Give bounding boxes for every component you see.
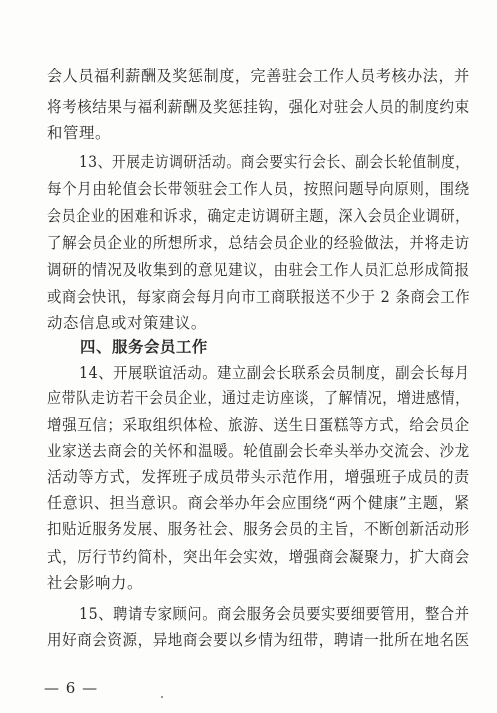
- scan-speck: [161, 696, 163, 698]
- body-text-line: 15、聘请专家顾问。商会服务会员要实要细要管用，整合并: [79, 605, 470, 623]
- page-number: — 6 —: [44, 679, 99, 697]
- body-text-line: 会人员福利薪酬及奖惩制度，完善驻会工作人员考核办法，并: [47, 67, 470, 85]
- body-text-line: 任意识、担当意识。商会举办年会应围绕“两个健康”主题，紧: [47, 494, 470, 512]
- body-text-line: 扣贴近服务发展、服务社会、服务会员的主旨，不断创新活动形: [47, 520, 470, 538]
- body-text-line: 或商会快讯，每家商会每月向市工商联报送不少于 2 条商会工作: [47, 288, 471, 306]
- body-text-line: 应带队走访若干会员企业，通过走访座谈，了解情况，增进感情，: [47, 389, 470, 407]
- body-text-line: 式，厉行节约简朴，突出年会实效，增强商会凝聚力，扩大商会: [47, 548, 470, 566]
- body-text-line: 14、开展联谊活动。建立副会长联系会员制度，副会长每月: [79, 364, 470, 382]
- body-text-line: 动态信息或对策建议。: [47, 314, 207, 332]
- body-text-line: 了解会员企业的所想所求，总结会员企业的经验做法，并将走访: [47, 234, 470, 252]
- body-text-line: 13、开展走访调研活动。商会要实行会长、副会长轮值制度，: [79, 153, 470, 171]
- body-text-line: 用好商会资源，异地商会要以乡情为纽带，聘请一批所在地名医: [47, 631, 470, 649]
- body-text-line: 会员企业的困难和诉求，确定走访调研主题，深入会员企业调研，: [47, 207, 470, 225]
- body-text-line: 活动等方式，发挥班子成员带头示范作用，增强班子成员的责: [47, 468, 470, 486]
- body-text-line: 社会影响力。: [47, 574, 143, 592]
- body-text-line: 和管理。: [47, 124, 111, 142]
- body-text-line: 将考核结果与福利薪酬及奖惩挂钩，强化对驻会人员的制度约束: [47, 98, 470, 116]
- body-text-line: 业家送去商会的关怀和温暖。轮值副会长牵头举办交流会、沙龙: [47, 442, 470, 460]
- body-text-line: 调研的情况及收集到的意见建议，由驻会工作人员汇总形成简报: [47, 261, 470, 279]
- body-text-line: 每个月由轮值会长带领驻会工作人员，按照问题导向原则，围绕: [47, 180, 470, 198]
- section-heading: 四、服务会员工作: [80, 338, 208, 356]
- body-text-line: 增强互信；采取组织体检、旅游、送生日蛋糕等方式，给会员企: [47, 416, 470, 434]
